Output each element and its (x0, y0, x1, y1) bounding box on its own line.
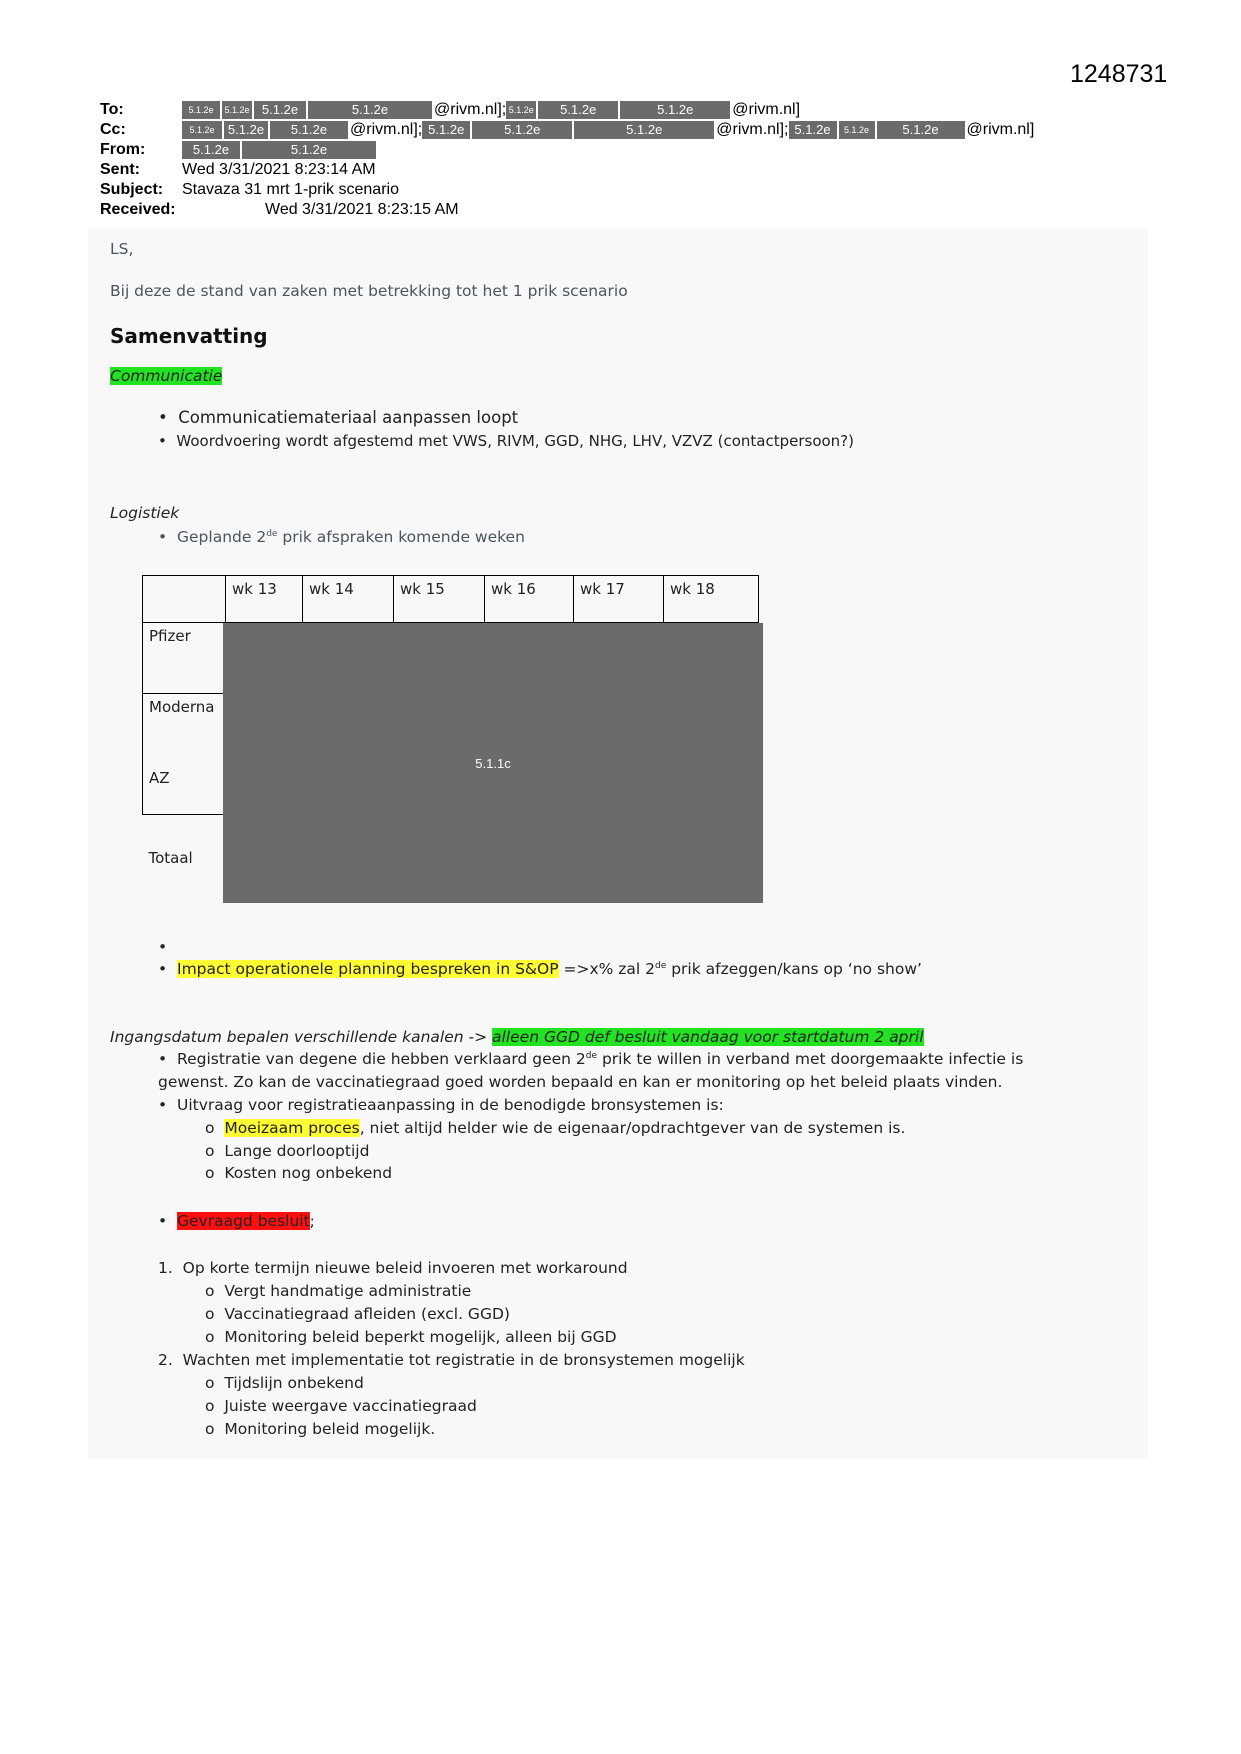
option-2: 2. Wachten met implementatie tot registratie in de bronsystemen mogelijk (158, 1351, 745, 1369)
redaction: 5.1.2e (182, 121, 222, 139)
table-header-cell: wk 15 (394, 576, 485, 623)
uitvraag-sub-1: o Moeizaam proces, niet altijd helder wie de eigenaar/opdrachtgever van de systemen is. (205, 1119, 906, 1137)
row-label-pfizer: Pfizer (143, 623, 226, 694)
intro: Bij deze de stand van zaken met betrekking tot het 1 prik scenario (110, 282, 628, 300)
email-header (100, 100, 1034, 220)
from-label: From: (100, 141, 146, 158)
to-domain: @rivm.nl]; (434, 101, 507, 118)
received-value: Wed 3/31/2021 8:23:15 AM (265, 201, 459, 218)
to-row (100, 100, 1034, 120)
redaction: 5.1.2e (839, 121, 875, 139)
redaction: 5.1.2e (472, 121, 572, 139)
subject-label: Subject: (100, 181, 164, 198)
logistiek-label: Logistiek (110, 504, 180, 522)
redaction: 5.1.2e (422, 121, 470, 139)
besluit-item: • Gevraagd besluit; (158, 1212, 315, 1230)
uitvraag-sub-2: o Lange doorlooptijd (205, 1142, 370, 1160)
option-2-item-3: o Monitoring beleid mogelijk. (205, 1420, 436, 1438)
redaction: 5.1.2e (506, 101, 536, 119)
table-header-cell: wk 17 (574, 576, 664, 623)
sent-row (100, 160, 1034, 180)
registratie-line-2: gewenst. Zo kan de vaccinatiegraad goed worden bepaald en kan er monitoring op het beleid plaats vinden. (158, 1073, 1003, 1091)
option-2-item-2: o Juiste weergave vaccinatiegraad (205, 1397, 477, 1415)
received-row (100, 200, 1034, 220)
uitvraag-item: • Uitvraag voor registratieaanpassing in de benodigde bronsystemen is: (158, 1096, 724, 1114)
option-1-item-3: o Monitoring beleid beperkt mogelijk, alleen bij GGD (205, 1328, 617, 1346)
redaction: 5.1.2e (270, 121, 348, 139)
cc-row (100, 120, 1034, 140)
empty-bullet: • (158, 938, 168, 956)
ingangsdatum-line: Ingangsdatum bepalen verschillende kanalen -> alleen GGD def besluit vandaag voor startdatum 2 april (110, 1028, 924, 1046)
redaction: 5.1.2e (308, 101, 432, 119)
subject-value: Stavaza 31 mrt 1-prik scenario (182, 181, 399, 198)
greeting: LS, (110, 240, 134, 258)
to-domain-end: @rivm.nl] (732, 101, 801, 118)
communicatie-label: Communicatie (110, 367, 223, 385)
table-header-cell: wk 14 (303, 576, 394, 623)
document-number: 1248731 (1070, 60, 1168, 88)
option-1-item-1: o Vergt handmatige administratie (205, 1282, 472, 1300)
comm-item-1: • Communicatiemateriaal aanpassen loopt (158, 408, 519, 427)
row-label-az: AZ (143, 765, 226, 815)
redaction: 5.1.2e (182, 101, 220, 119)
cc-label: Cc: (100, 121, 126, 138)
option-1: 1. Op korte termijn nieuwe beleid invoeren met workaround (158, 1259, 628, 1277)
logistiek-item: • Geplande 2de prik afspraken komende weken (158, 528, 525, 546)
redaction: 5.1.2e (538, 101, 618, 119)
redaction: 5.1.2e (224, 121, 268, 139)
row-label-totaal: Totaal (148, 848, 193, 867)
row-label-moderna: Moderna (143, 694, 226, 765)
redaction: 5.1.2e (254, 101, 306, 119)
option-1-item-2: o Vaccinatiegraad afleiden (excl. GGD) (205, 1305, 510, 1323)
cc-domain-2: @rivm.nl]; (716, 121, 789, 138)
registratie-line-1: • Registratie van degene die hebben verklaard geen 2de prik te willen in verband met doorgemaakte infectie is (158, 1050, 1024, 1068)
uitvraag-sub-3: o Kosten nog onbekend (205, 1164, 393, 1182)
impact-item: • Impact operationele planning bespreken in S&OP =>x% zal 2de prik afzeggen/kans op ‘no show’ (158, 960, 922, 978)
table-redaction: 5.1.1c (223, 623, 763, 903)
from-row (100, 140, 1034, 160)
comm-item-2: • Woordvoering wordt afgestemd met VWS, RIVM, GGD, NHG, LHV, VZVZ (contactpersoon?) (158, 432, 854, 450)
sent-value: Wed 3/31/2021 8:23:14 AM (182, 161, 376, 178)
cc-domain-end: @rivm.nl] (966, 121, 1035, 138)
to-label: To: (100, 101, 124, 118)
redaction: 5.1.2e (182, 141, 240, 159)
redaction: 5.1.2e (574, 121, 714, 139)
sent-label: Sent: (100, 161, 140, 178)
table-header-cell: wk 13 (226, 576, 303, 623)
redaction: 5.1.2e (222, 101, 252, 119)
table-header-cell: wk 18 (664, 576, 759, 623)
table-header-cell (143, 576, 226, 623)
redaction: 5.1.2e (877, 121, 965, 139)
table-header-row (143, 576, 759, 623)
subject-row (100, 180, 1034, 200)
cc-domain: @rivm.nl]; (350, 121, 423, 138)
received-label: Received: (100, 201, 176, 218)
redaction: 5.1.2e (789, 121, 837, 139)
table-header-cell: wk 16 (485, 576, 574, 623)
redaction: 5.1.2e (620, 101, 730, 119)
summary-heading: Samenvatting (110, 324, 268, 348)
redaction: 5.1.2e (242, 141, 376, 159)
option-2-item-1: o Tijdslijn onbekend (205, 1374, 364, 1392)
